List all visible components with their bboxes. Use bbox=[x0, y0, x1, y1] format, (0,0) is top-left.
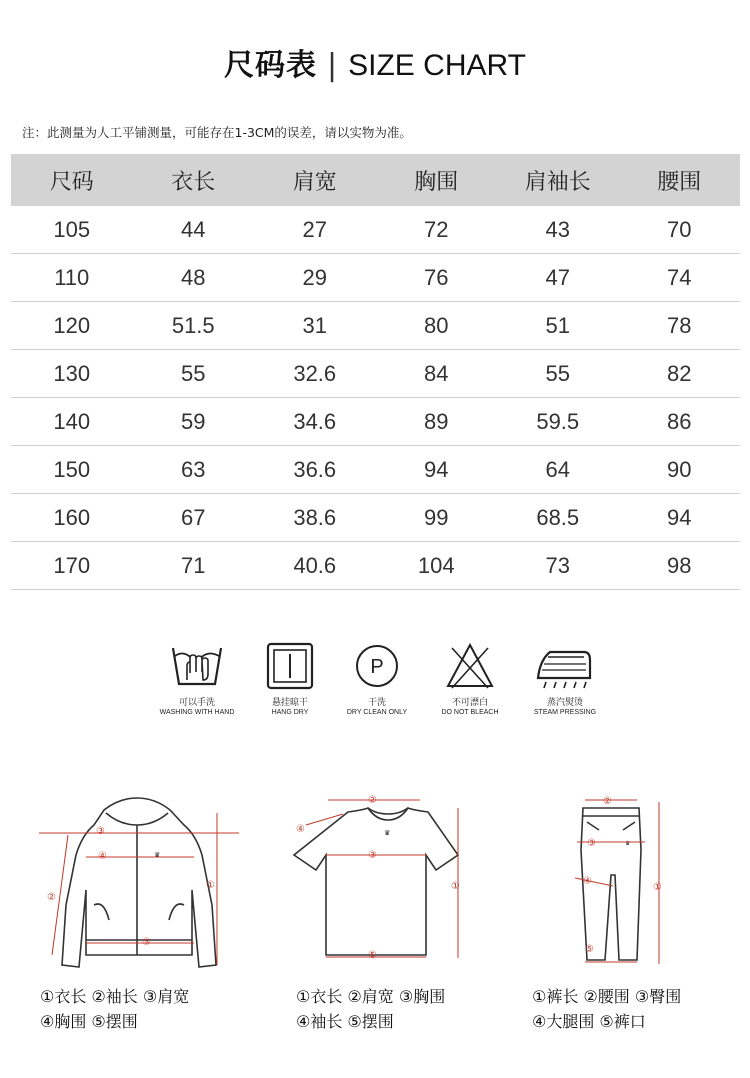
header-length: 衣长 bbox=[133, 154, 255, 206]
jacket-legend-line-2: ④胸围 ⑤摆围 bbox=[40, 1012, 138, 1031]
table-cell: 44 bbox=[133, 206, 255, 254]
table-cell: 27 bbox=[254, 206, 376, 254]
care-steam-iron-cn: 蒸汽熨烫 bbox=[546, 698, 583, 708]
care-hang-dry-cn: 悬挂晾干 bbox=[271, 698, 308, 708]
table-cell: 170 bbox=[11, 542, 133, 590]
table-row bbox=[11, 254, 740, 302]
tshirt-marker-3: ③ bbox=[368, 850, 377, 861]
table-cell: 98 bbox=[619, 542, 741, 590]
table-cell: 120 bbox=[11, 302, 133, 350]
jacket-marker-4: ④ bbox=[98, 851, 107, 862]
title-cn: 尺码表 bbox=[224, 48, 318, 83]
care-no-bleach bbox=[425, 640, 515, 716]
table-row bbox=[11, 542, 740, 590]
tshirt-legend bbox=[296, 984, 445, 1034]
hang-dry-icon bbox=[260, 640, 320, 692]
table-cell: 59 bbox=[133, 398, 255, 446]
table-cell: 34.6 bbox=[254, 398, 376, 446]
table-cell: 64 bbox=[497, 446, 619, 494]
table-cell: 80 bbox=[376, 302, 498, 350]
tshirt-marker-5: ⑤ bbox=[368, 950, 377, 961]
page-title bbox=[0, 40, 750, 84]
table-cell: 76 bbox=[376, 254, 498, 302]
table-cell: 160 bbox=[11, 494, 133, 542]
care-steam-iron-en: STEAM PRESSING bbox=[533, 709, 597, 716]
table-cell: 110 bbox=[11, 254, 133, 302]
care-hand-wash-en: WASHING WITH HAND bbox=[159, 709, 235, 716]
table-cell: 38.6 bbox=[254, 494, 376, 542]
table-cell: 55 bbox=[497, 350, 619, 398]
table-cell: 140 bbox=[11, 398, 133, 446]
care-hang-dry bbox=[245, 640, 335, 716]
header-sleeve: 肩袖长 bbox=[497, 154, 619, 206]
table-cell: 70 bbox=[619, 206, 741, 254]
table-cell: 150 bbox=[11, 446, 133, 494]
care-dry-clean-cn: 干洗 bbox=[367, 698, 386, 708]
care-steam-iron bbox=[520, 640, 610, 716]
pants-marker-5: ⑤ bbox=[585, 944, 594, 955]
care-hand-wash bbox=[152, 640, 242, 716]
care-dry-clean bbox=[332, 640, 422, 716]
table-cell: 68.5 bbox=[497, 494, 619, 542]
table-cell: 94 bbox=[619, 494, 741, 542]
tshirt-logo: ♛ bbox=[384, 829, 391, 837]
table-cell: 63 bbox=[133, 446, 255, 494]
table-cell: 32.6 bbox=[254, 350, 376, 398]
jacket-legend bbox=[40, 984, 189, 1034]
table-row bbox=[11, 206, 740, 254]
table-row bbox=[11, 446, 740, 494]
pants-legend-line-2: ④大腿围 ⑤裤口 bbox=[532, 1012, 646, 1031]
tshirt-marker-2: ② bbox=[368, 795, 377, 806]
care-hang-dry-en: HANG DRY bbox=[271, 709, 309, 716]
table-cell: 90 bbox=[619, 446, 741, 494]
table-cell: 51 bbox=[497, 302, 619, 350]
table-cell: 99 bbox=[376, 494, 498, 542]
table-row bbox=[11, 398, 740, 446]
do-not-bleach-icon bbox=[440, 640, 500, 692]
care-hand-wash-cn: 可以手洗 bbox=[178, 698, 215, 708]
jacket-drawing bbox=[62, 798, 216, 967]
tshirt-drawing bbox=[294, 808, 458, 955]
tshirt-legend-line-1: ①衣长 ②肩宽 ③胸围 bbox=[296, 987, 446, 1006]
pants-legend bbox=[532, 984, 681, 1034]
jacket-logo: ♛ bbox=[154, 851, 161, 859]
table-row bbox=[11, 302, 740, 350]
table-cell: 71 bbox=[133, 542, 255, 590]
steam-iron-icon bbox=[532, 640, 598, 692]
care-no-bleach-en: DO NOT BLEACH bbox=[441, 709, 499, 716]
measurement-note: 注：此测量为人工平铺测量，可能存在1-3CM的误差，请以实物为准。 bbox=[22, 125, 412, 140]
table-cell: 105 bbox=[11, 206, 133, 254]
jacket-legend-line-1: ①衣长 ②袖长 ③肩宽 bbox=[40, 987, 190, 1006]
table-cell: 31 bbox=[254, 302, 376, 350]
care-no-bleach-cn: 不可漂白 bbox=[451, 698, 488, 708]
tshirt-legend-line-2: ④袖长 ⑤摆围 bbox=[296, 1012, 394, 1031]
dry-clean-symbol: P bbox=[370, 656, 384, 678]
header-chest: 胸围 bbox=[376, 154, 498, 206]
table-cell: 74 bbox=[619, 254, 741, 302]
tshirt-marker-4: ④ bbox=[296, 824, 305, 835]
table-cell: 130 bbox=[11, 350, 133, 398]
table-cell: 82 bbox=[619, 350, 741, 398]
table-cell: 48 bbox=[133, 254, 255, 302]
table-cell: 36.6 bbox=[254, 446, 376, 494]
table-cell: 94 bbox=[376, 446, 498, 494]
table-cell: 59.5 bbox=[497, 398, 619, 446]
table-cell: 29 bbox=[254, 254, 376, 302]
size-table bbox=[11, 154, 740, 590]
table-header-row bbox=[11, 154, 740, 206]
jacket-diagram bbox=[34, 795, 244, 975]
table-cell: 78 bbox=[619, 302, 741, 350]
tshirt-marker-1: ① bbox=[451, 881, 460, 892]
table-cell: 43 bbox=[497, 206, 619, 254]
table-cell: 47 bbox=[497, 254, 619, 302]
pants-legend-line-1: ①裤长 ②腰围 ③臀围 bbox=[532, 987, 682, 1006]
table-cell: 72 bbox=[376, 206, 498, 254]
pants-diagram bbox=[565, 790, 675, 970]
pants-marker-4: ④ bbox=[583, 876, 592, 887]
table-cell: 89 bbox=[376, 398, 498, 446]
table-cell: 86 bbox=[619, 398, 741, 446]
pants-logo: ♛ bbox=[625, 840, 631, 847]
tshirt-diagram bbox=[288, 790, 488, 975]
table-cell: 55 bbox=[133, 350, 255, 398]
table-cell: 67 bbox=[133, 494, 255, 542]
header-size: 尺码 bbox=[11, 154, 133, 206]
table-cell: 104 bbox=[376, 542, 498, 590]
table-row bbox=[11, 350, 740, 398]
table-cell: 51.5 bbox=[133, 302, 255, 350]
header-shoulder: 肩宽 bbox=[254, 154, 376, 206]
pants-marker-1: ① bbox=[653, 882, 662, 893]
jacket-marker-3: ③ bbox=[96, 826, 105, 837]
table-cell: 40.6 bbox=[254, 542, 376, 590]
care-dry-clean-en: DRY CLEAN ONLY bbox=[346, 709, 408, 716]
title-separator: | bbox=[327, 48, 339, 83]
jacket-marker-1: ① bbox=[206, 880, 215, 891]
pants-marker-2: ② bbox=[603, 796, 612, 807]
header-waist: 腰围 bbox=[619, 154, 741, 206]
pants-marker-3: ③ bbox=[587, 838, 596, 849]
hand-wash-icon bbox=[167, 640, 227, 692]
table-cell: 73 bbox=[497, 542, 619, 590]
jacket-marker-5: ⑤ bbox=[142, 937, 151, 948]
title-en: SIZE CHART bbox=[348, 49, 526, 82]
table-cell: 84 bbox=[376, 350, 498, 398]
table-row bbox=[11, 494, 740, 542]
jacket-marker-2: ② bbox=[47, 892, 56, 903]
dry-clean-icon bbox=[347, 640, 407, 692]
